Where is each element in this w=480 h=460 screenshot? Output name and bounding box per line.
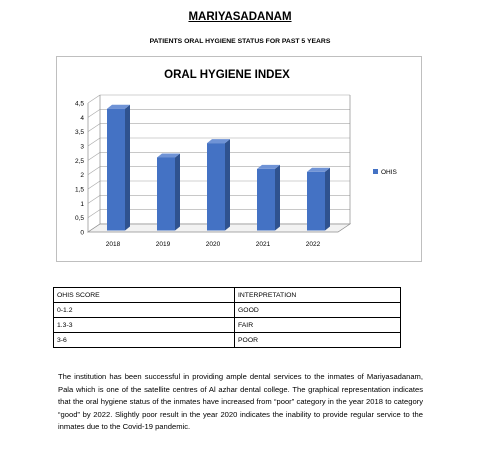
gridline-side xyxy=(88,210,100,218)
table-header-row xyxy=(54,288,401,303)
y-tick-label: 3 xyxy=(80,143,84,151)
y-tick-label: 4,5 xyxy=(74,100,84,108)
table-cell: 1.3-3 xyxy=(54,318,235,333)
table-row xyxy=(54,303,401,318)
document-subtitle: PATIENTS ORAL HYGIENE STATUS FOR PAST 5 YEARS xyxy=(149,38,331,45)
table-cell: FAIR xyxy=(235,318,401,333)
table-cell: 3-6 xyxy=(54,333,235,348)
table-row xyxy=(54,333,401,348)
x-tick-label: 2020 xyxy=(205,241,221,248)
bar-side xyxy=(325,168,330,231)
gridline-side xyxy=(88,167,100,175)
gridline-side xyxy=(88,124,100,132)
oral-hygiene-chart xyxy=(57,57,421,261)
legend-swatch xyxy=(373,169,378,174)
gridline-side xyxy=(88,138,100,146)
x-tick-label: 2021 xyxy=(255,241,271,248)
table-cell: 0-1.2 xyxy=(54,303,235,318)
gridline-side xyxy=(88,109,100,117)
y-tick-label: 0 xyxy=(80,229,84,237)
y-tick-label: 1 xyxy=(80,200,84,208)
bar-front xyxy=(157,157,175,230)
y-tick-label: 3,5 xyxy=(74,129,84,137)
bar-front xyxy=(107,109,125,231)
bar-side xyxy=(125,105,130,231)
bar-2018 xyxy=(107,105,130,231)
ohis-score-table xyxy=(53,287,401,348)
table-header-cell: OHIS SCORE xyxy=(54,288,235,303)
chart-legend xyxy=(373,169,398,176)
x-tick-label: 2018 xyxy=(105,241,121,248)
gridline-side xyxy=(88,152,100,160)
table-row xyxy=(54,318,401,333)
gridline-side xyxy=(88,195,100,203)
bar-side xyxy=(225,139,230,230)
bar-2020 xyxy=(207,139,230,230)
table-cell: GOOD xyxy=(235,303,401,318)
chart-area xyxy=(56,56,422,262)
document-title: MARIYASADANAM xyxy=(188,11,292,23)
y-tick-label: 2 xyxy=(80,172,84,180)
bar-2021 xyxy=(257,165,280,231)
gridline-side xyxy=(88,181,100,189)
legend-label: OHIS xyxy=(381,169,397,176)
x-tick-label: 2022 xyxy=(305,241,321,248)
gridline-side xyxy=(88,95,100,103)
bar-2019 xyxy=(157,153,180,230)
bar-side xyxy=(175,153,180,230)
y-tick-label: 1,5 xyxy=(74,186,84,194)
bar-front xyxy=(257,169,275,231)
y-tick-label: 2,5 xyxy=(74,157,84,165)
chart-title: ORAL HYGIENE INDEX xyxy=(164,69,290,81)
bar-front xyxy=(207,143,225,230)
table-header-cell: INTERPRETATION xyxy=(235,288,401,303)
bar-2022 xyxy=(307,168,330,231)
table-cell: POOR xyxy=(235,333,401,348)
bar-front xyxy=(307,172,325,231)
bar-side xyxy=(275,165,280,231)
description-paragraph: The institution has been successful in providing ample dental services to the inmates of Mariyasadanam, Pala which is one of the satellite centres of Al azhar dental college. The graphical representation indicates that the oral hygiene status of the inmates have increased from “poor” category in the year 2018 to category “good” by 2022. Slightly poor result in the year 2020 indicates the inability to provide regular service to the inmates due to the Covid-19 pandemic. xyxy=(58,372,423,432)
y-tick-label: 0,5 xyxy=(74,215,84,223)
x-tick-label: 2019 xyxy=(155,241,171,248)
y-tick-label: 4 xyxy=(80,114,84,122)
